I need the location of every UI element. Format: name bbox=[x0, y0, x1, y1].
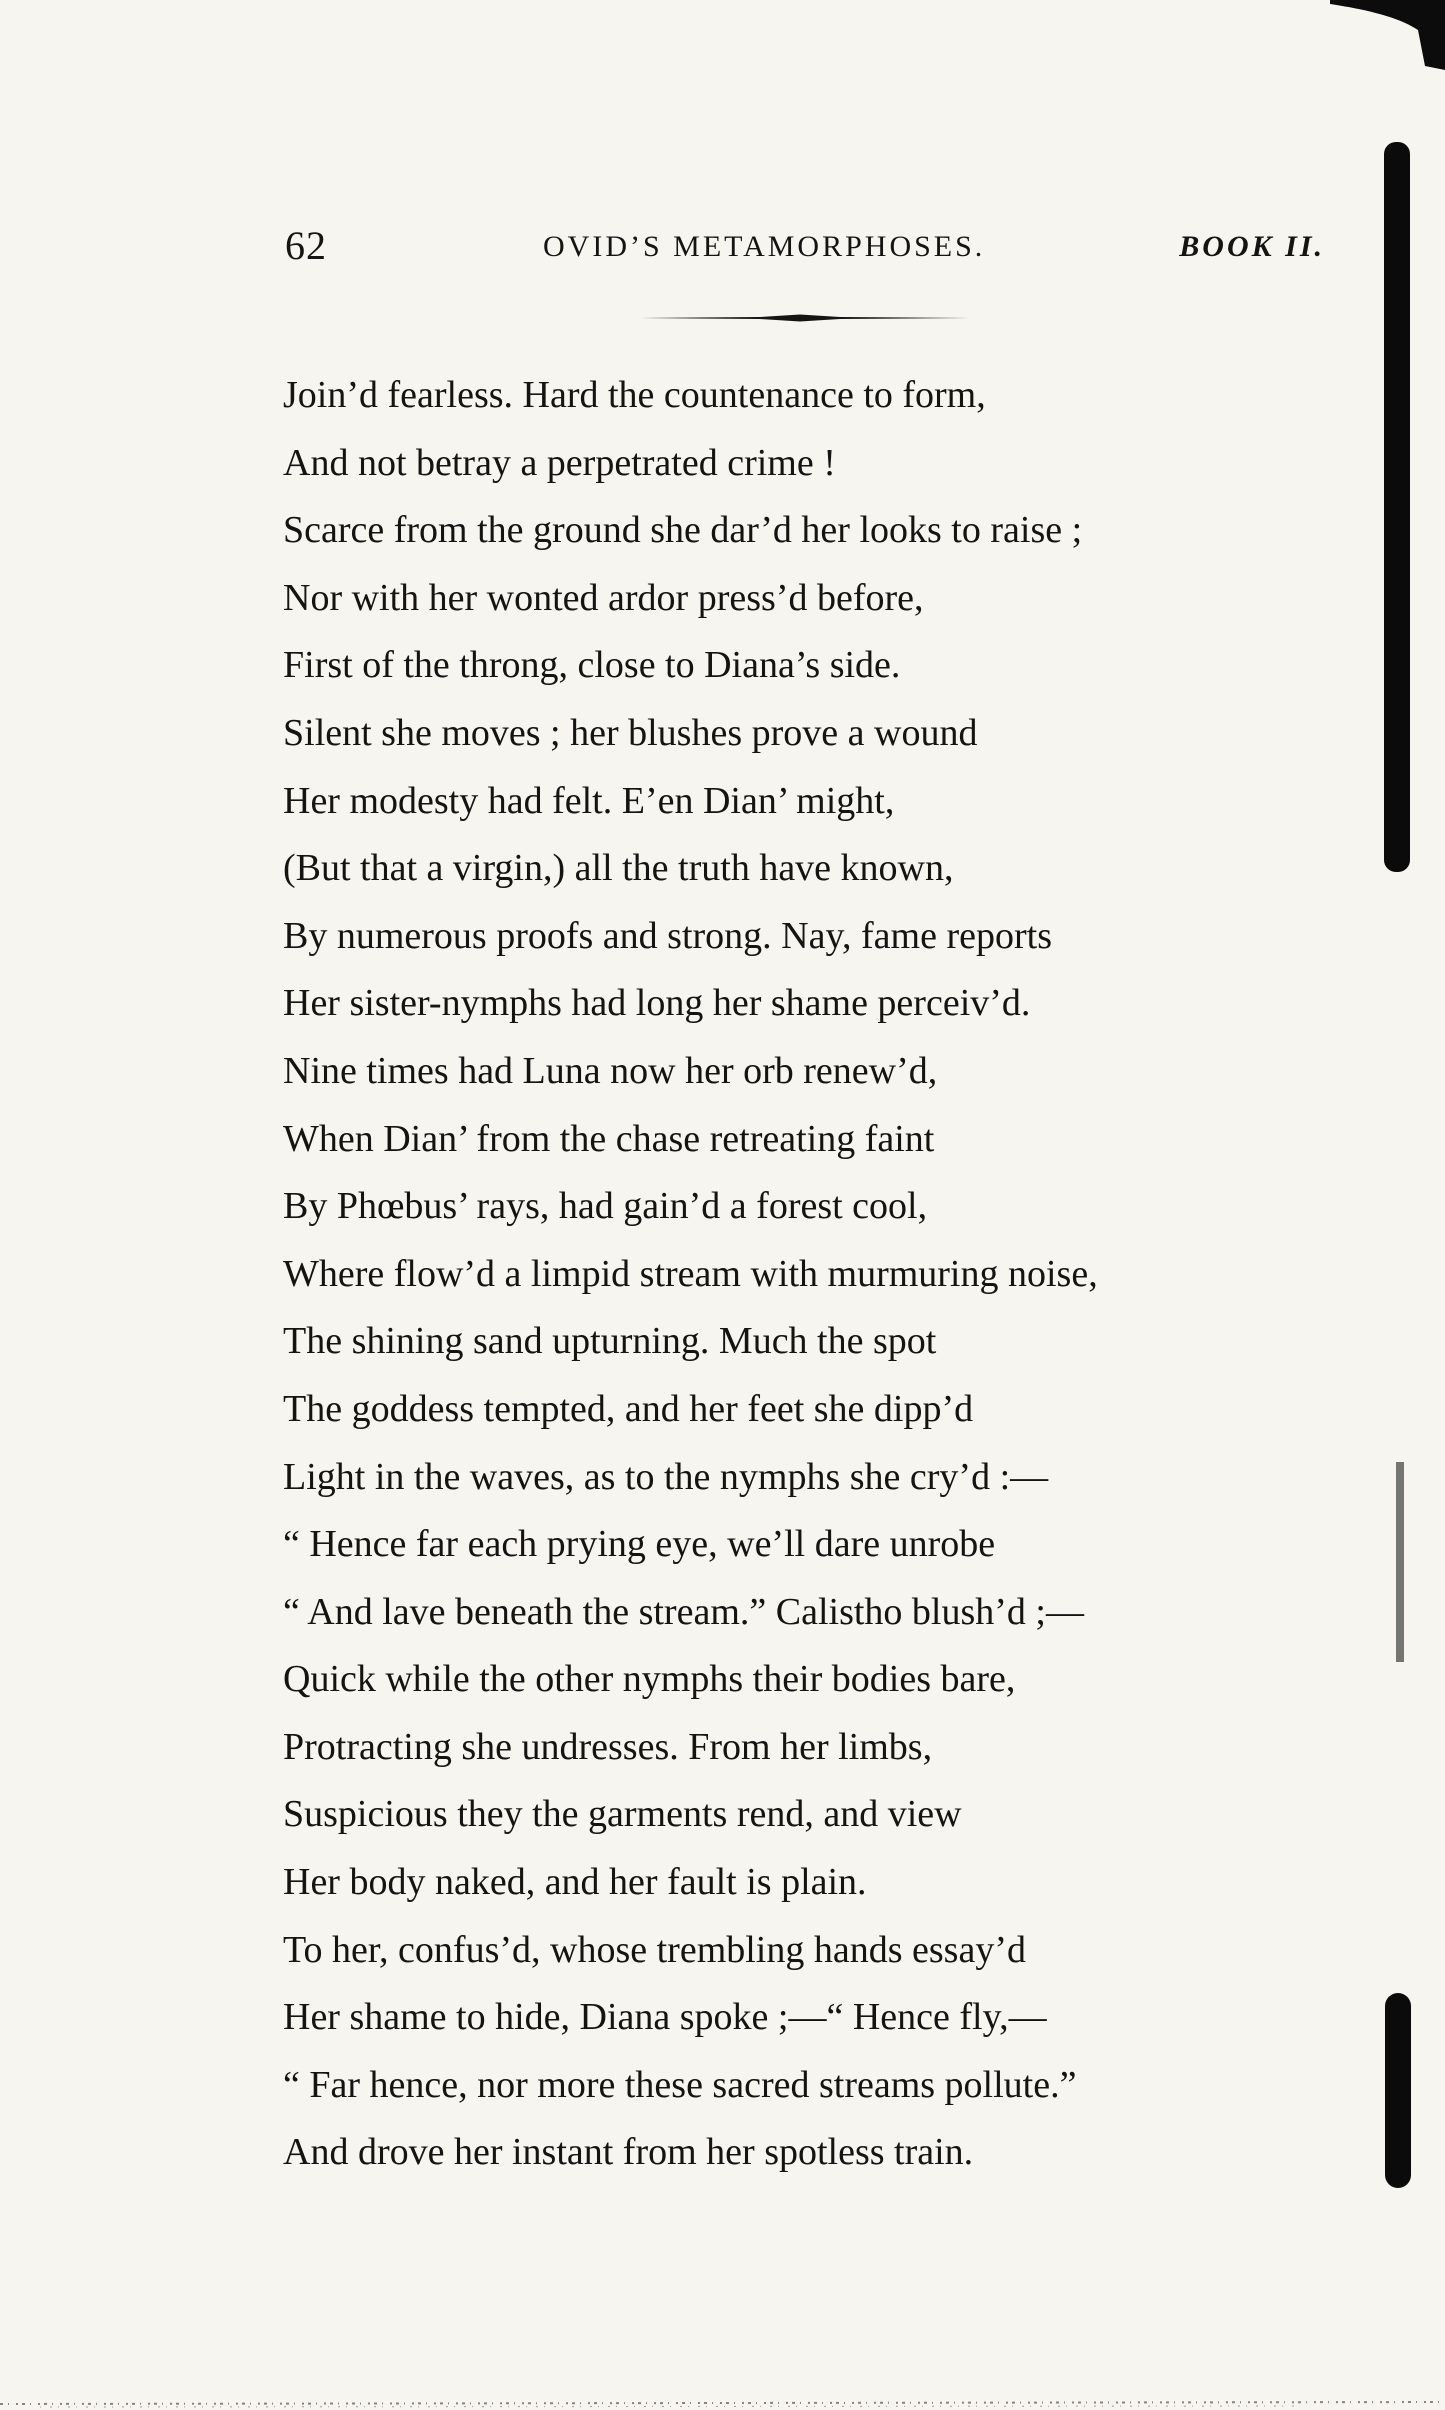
poem-line: By Phœbus’ rays, had gain’d a forest cool, bbox=[283, 1185, 928, 1228]
running-title: OVID’S METAMORPHOSES. bbox=[543, 230, 986, 263]
scan-noise-bottom bbox=[0, 2392, 1445, 2410]
scan-edge-top-right bbox=[1330, 0, 1445, 70]
poem-line: Where flow’d a limpid stream with murmuring noise, bbox=[283, 1252, 1098, 1295]
poem-line: By numerous proofs and strong. Nay, fame reports bbox=[283, 914, 1052, 957]
poem-line: Nor with her wonted ardor press’d before, bbox=[283, 576, 924, 619]
poem-line: Join’d fearless. Hard the countenance to form, bbox=[283, 374, 986, 416]
poem-line: Scarce from the ground she dar’d her looks to raise ; bbox=[283, 509, 1083, 552]
poem-line: “ Far hence, nor more these sacred streams pollute.” bbox=[283, 2063, 1077, 2106]
poem-line: The goddess tempted, and her feet she dipp’d bbox=[283, 1387, 974, 1430]
poem-line: Quick while the other nymphs their bodies bare, bbox=[283, 1658, 1016, 1701]
scan-edge-bar-middle bbox=[1396, 1462, 1404, 1662]
poem-line: Her body naked, and her fault is plain. bbox=[283, 1861, 867, 1904]
header-rule bbox=[640, 313, 970, 323]
poem-line: Her modesty had felt. E’en Dian’ might, bbox=[283, 779, 895, 822]
poem-line: Her sister-nymphs had long her shame perceiv’d. bbox=[283, 982, 1031, 1025]
poem-line: “ Hence far each prying eye, we’ll dare unrobe bbox=[283, 1523, 996, 1566]
poem-line: (But that a virgin,) all the truth have known, bbox=[283, 847, 954, 890]
poem-line: The shining sand upturning. Much the spot bbox=[283, 1320, 937, 1363]
scan-edge-bar-upper bbox=[1384, 142, 1410, 872]
running-head bbox=[285, 222, 1325, 282]
poem-line: Her shame to hide, Diana spoke ;—“ Hence fly,— bbox=[283, 1996, 1047, 2039]
poem-line: And drove her instant from her spotless train. bbox=[283, 2131, 974, 2174]
poem-line: Suspicious they the garments rend, and view bbox=[283, 1793, 962, 1836]
poem-line: Silent she moves ; her blushes prove a wound bbox=[283, 711, 978, 754]
poem-line: And not betray a perpetrated crime ! bbox=[283, 441, 836, 484]
poem-text bbox=[283, 362, 1283, 2187]
poem-line: “ And lave beneath the stream.” Calistho blush’d ;— bbox=[283, 1590, 1084, 1633]
scan-edge-bar-lower bbox=[1385, 1993, 1411, 2188]
poem-line: Nine times had Luna now her orb renew’d, bbox=[283, 1049, 938, 1092]
poem-line: Light in the waves, as to the nymphs she cry’d :— bbox=[283, 1455, 1049, 1498]
poem-line: When Dian’ from the chase retreating faint bbox=[283, 1117, 935, 1160]
poem-line: Protracting she undresses. From her limbs, bbox=[283, 1725, 933, 1768]
book-label: BOOK II. bbox=[1179, 230, 1325, 263]
poem-line: To her, confus’d, whose trembling hands essay’d bbox=[283, 1928, 1026, 1971]
page-number: 62 bbox=[285, 223, 327, 268]
poem-line: First of the throng, close to Diana’s side. bbox=[283, 644, 901, 687]
